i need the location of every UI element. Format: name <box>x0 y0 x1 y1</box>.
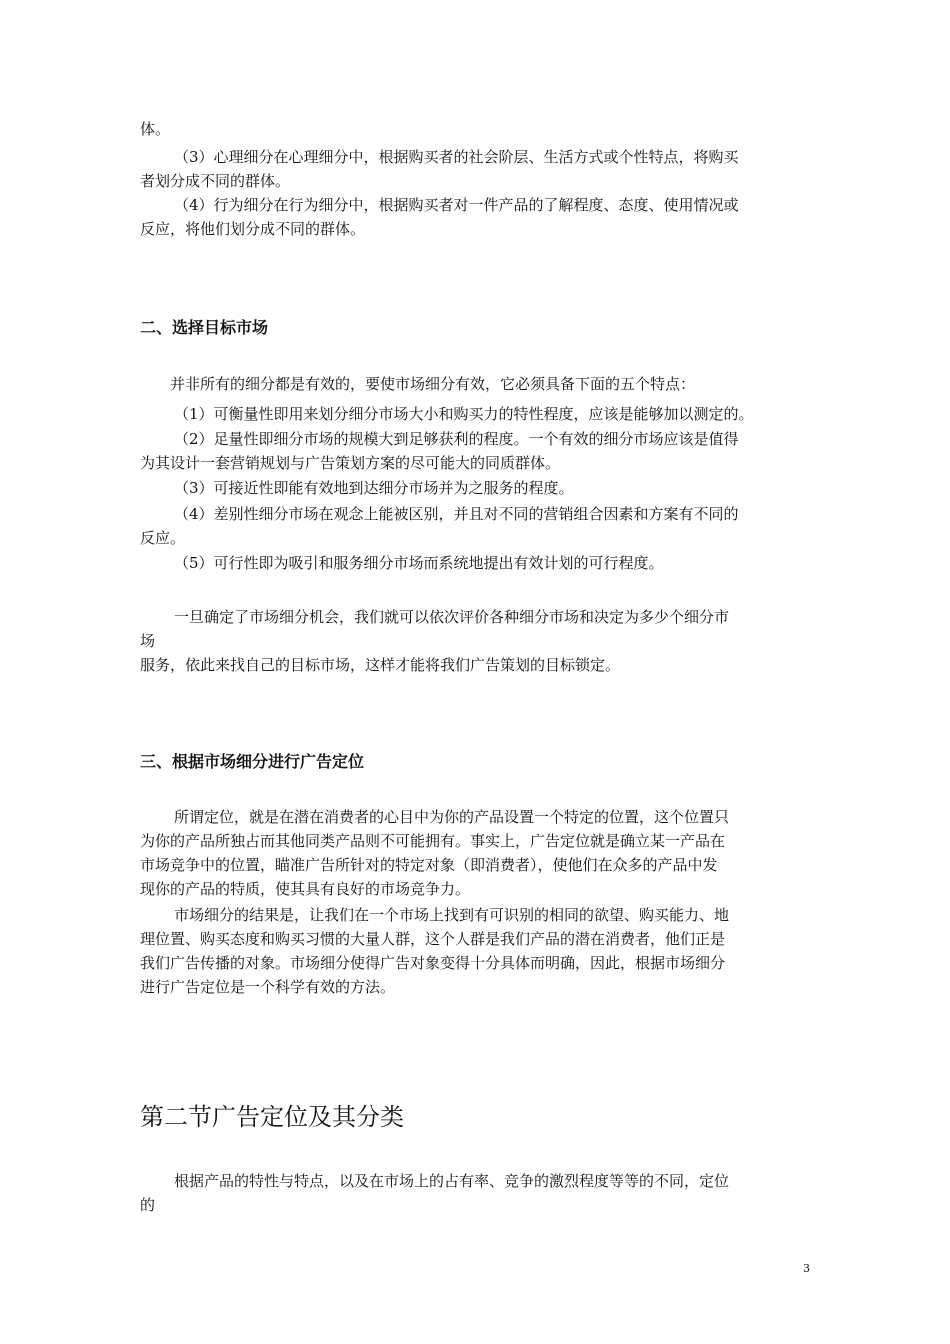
list-item-substantiality <box>140 427 820 475</box>
text-line: 我们广告传播的对象。市场细分使得广告对象变得十分具体而明确，因此，根据市场细分 <box>140 954 726 972</box>
paragraph-continuation <box>140 117 820 141</box>
list-item-measurability <box>140 402 820 426</box>
text-line: 根据产品的特性与特点，以及在市场上的占有率、竞争的激烈程度等等的不同，定位 <box>174 1172 730 1190</box>
paragraph-classification-intro <box>140 1169 820 1217</box>
text-line: （4）差别性细分市场在观念上能被区别，并且对不同的营销组合因素和方案有不同的 <box>174 505 739 523</box>
paragraph-conclusion <box>140 605 820 677</box>
paragraph-intro <box>140 372 820 396</box>
list-item-actionability <box>140 551 820 575</box>
text-line: （5）可行性即为吸引和服务细分市场而系统地提出有效计划的可行程度。 <box>174 554 664 572</box>
text-line: 服务，依此来找自己的目标市场，这样才能将我们广告策划的目标锁定。 <box>140 656 621 674</box>
page-number: 3 <box>803 1262 810 1275</box>
text-line: 体。 <box>140 120 171 138</box>
paragraph-segmentation-result <box>140 903 820 999</box>
text-line: 为你的产品所独占而其他同类产品则不可能拥有。事实上，广告定位就是确立某一产品在 <box>140 832 726 850</box>
paragraph-behavioral-segmentation <box>140 193 820 241</box>
text-line: 所谓定位，就是在潜在消费者的心目中为你的产品设置一个特定的位置，这个位置只 <box>174 808 730 826</box>
text-line: 进行广告定位是一个科学有效的方法。 <box>140 978 396 996</box>
text-line: （3）心理细分在心理细分中，根据购买者的社会阶层、生活方式或个性特点，将购买 <box>174 148 739 166</box>
paragraph-positioning-definition <box>140 805 820 901</box>
text-line: 为其设计一套营销规划与广告策划方案的尽可能大的同质群体。 <box>140 454 561 472</box>
text-line: 反应。 <box>140 529 186 547</box>
text-line: 理位置、购买态度和购买习惯的大量人群，这个人群是我们产品的潜在消费者，他们正是 <box>140 930 726 948</box>
text-line: 市场竞争中的位置，瞄准广告所针对的特定对象（即消费者），使他们在众多的产品中发 <box>140 856 718 874</box>
text-line: 反应，将他们划分成不同的群体。 <box>140 220 366 238</box>
chapter-section-title: 第二节广告定位及其分类 <box>140 1103 404 1131</box>
list-item-differentiability <box>140 502 820 550</box>
text-line: （3）可接近性即能有效地到达细分市场并为之服务的程度。 <box>174 479 574 497</box>
text-line: 现你的产品的特质，使其具有良好的市场竞争力。 <box>140 880 471 898</box>
list-item-accessibility <box>140 476 820 500</box>
text-line: 者划分成不同的群体。 <box>140 172 291 190</box>
text-line: （1）可衡量性即用来划分细分市场大小和购买力的特性程度，应该是能够加以测定的。 <box>174 405 754 423</box>
text-line: （2）足量性即细分市场的规模大到足够获利的程度。一个有效的细分市场应该是值得 <box>174 430 739 448</box>
text-line: 并非所有的细分都是有效的，要使市场细分有效，它必须具备下面的五个特点： <box>170 375 696 393</box>
text-line: 一旦确定了市场细分机会，我们就可以依次评价各种细分市场和决定为多少个细分市 <box>174 608 730 626</box>
text-line: 的 <box>140 1196 156 1214</box>
text-line: （4）行为细分在行为细分中，根据购买者对一件产品的了解程度、态度、使用情况或 <box>174 196 739 214</box>
paragraph-psychological-segmentation <box>140 145 820 193</box>
text-line: 场 <box>140 632 156 650</box>
text-line: 市场细分的结果是，让我们在一个市场上找到有可识别的相同的欲望、购买能力、地 <box>174 906 730 924</box>
section-heading-select-target-market: 二、选择目标市场 <box>140 318 269 337</box>
section-heading-positioning-by-segmentation: 三、根据市场细分进行广告定位 <box>140 752 365 771</box>
